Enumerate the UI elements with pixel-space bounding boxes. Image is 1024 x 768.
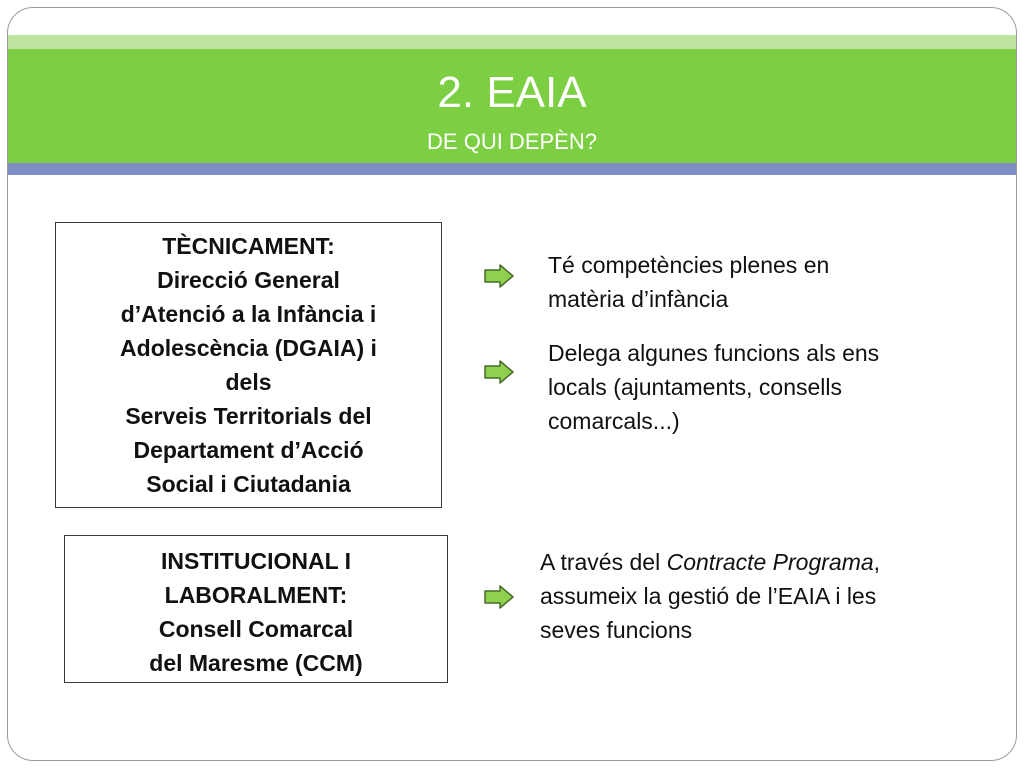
technical-box-line: Adolescència (DGAIA) i <box>120 335 377 361</box>
competencies-note <box>548 248 829 316</box>
competencies-note-line: Té competències plenes en <box>548 252 830 278</box>
institutional-dependency-box <box>64 535 448 683</box>
competencies-note-line: matèria d’infància <box>548 286 729 312</box>
technical-dependency-box <box>55 222 442 508</box>
institutional-box-line: Consell Comarcal <box>158 616 354 642</box>
delegation-note <box>548 336 879 438</box>
slide-subtitle: DE QUI DEPÈN? <box>427 129 597 154</box>
right-arrow-icon <box>484 360 514 384</box>
contract-note-line: seves funcions <box>540 617 693 643</box>
contract-note <box>540 545 880 647</box>
header-top-band <box>8 35 1016 49</box>
technical-box-line: Social i Ciutadania <box>146 471 351 497</box>
delegation-note-line: comarcals...) <box>548 408 680 434</box>
contract-note-line <box>540 545 880 579</box>
header-bottom-band <box>8 163 1016 175</box>
right-arrow-icon <box>484 264 514 288</box>
contract-program-term: Contracte Programa <box>666 549 874 575</box>
technical-box-line: Serveis Territorials del <box>125 403 372 429</box>
technical-box-line: Direcció General <box>157 267 340 293</box>
slide-title: 2. EAIA <box>437 68 587 117</box>
technical-box-line: dels <box>225 369 272 395</box>
contract-note-suffix: , <box>873 549 881 575</box>
contract-note-prefix: A través del <box>540 549 667 575</box>
institutional-box-line: del Maresme (CCM) <box>149 650 363 676</box>
right-arrow-icon <box>484 585 514 609</box>
technical-box-line: TÈCNICAMENT: <box>162 233 335 259</box>
delegation-note-line: Delega algunes funcions als ens <box>548 340 880 366</box>
institutional-box-line: INSTITUCIONAL I <box>161 548 351 574</box>
technical-box-line: Departament d’Acció <box>133 437 364 463</box>
delegation-note-line: locals (ajuntaments, consells <box>548 374 843 400</box>
institutional-box-line: LABORALMENT: <box>164 582 348 608</box>
contract-note-line: assumeix la gestió de l’EAIA i les <box>540 583 877 609</box>
technical-box-line: d’Atenció a la Infància i <box>120 301 377 327</box>
